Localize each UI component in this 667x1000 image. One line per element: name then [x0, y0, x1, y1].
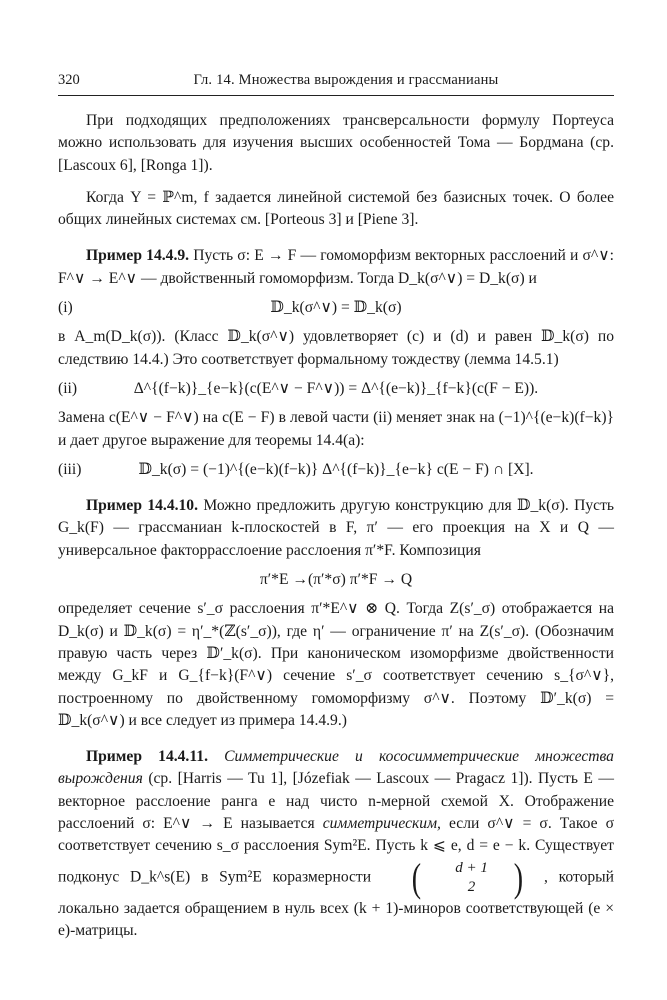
equation-iii: [58, 459, 614, 481]
example-14-4-9: [58, 245, 614, 290]
equation-body: π′*E →(π′*σ) π′*F → Q: [259, 571, 413, 589]
left-paren: (: [411, 854, 422, 900]
example-text-2: если σ^∨ = σ. Такое σ соответствует сечению s_σ расслоения Sym²E. Пусть k ⩽ e, d = e − k. Существует подконус D_k^s(E) в Sym²E коразмерности: [58, 815, 614, 886]
binomial-coefficient: [386, 854, 529, 900]
equation-label: (i): [58, 299, 73, 317]
binom-top: d + 1: [455, 859, 488, 876]
example-text: Пусть σ: E → F — гомоморфизм векторных расслоений и σ^∨: F^∨ → E^∨ — двойственный гомоморфизм. Тогда D_k(σ^∨) = D_k(σ) и: [58, 247, 614, 287]
example-label: Пример 14.4.11.: [86, 748, 208, 766]
paragraph-linear-systems: Когда Y = ℙ^m, f задается линейной системой без базисных точек. О более общих линейных системах см. [Porteous 3] и [Piene 3].: [58, 188, 614, 229]
page-number: 320: [58, 72, 80, 88]
paragraph-after-ii: Замена c(E^∨ − F^∨) на c(E − F) в левой части (ii) меняет знак на (−1)^{(e−k)(f−k)} и дает другое выражение для теоремы 14.4(a):: [58, 409, 614, 449]
equation-label: (iii): [58, 460, 82, 478]
example-text: Можно предложить другую конструкцию для 𝔻_k(σ). Пусть G_k(F) — грассманиан k-плоскостей в F, π′ — его проекция на X и Q — универсальное факторрасслоение расслоения π′*F. Композиция: [58, 497, 615, 559]
equation-body: Δ^{(f−k)}_{e−k}(c(E^∨ − F^∨)) = Δ^{(e−k)}_{f−k}(c(F − E)).: [133, 379, 539, 397]
equation-body: 𝔻_k(σ) = (−1)^{(e−k)(f−k)} Δ^{(f−k)}_{e−k} c(E − F) ∩ [X].: [138, 460, 534, 478]
paragraph-after-composition: определяет сечение s′_σ расслоения π′*E^∨ ⊗ Q. Тогда Z(s′_σ) отображается на D_k(σ) и 𝔻_k(σ) = η′_*(ℤ(s′_σ)), где η′ — ограничение π′ на Z(s′_σ). (Обозначим правую часть через 𝔻′_k(σ). При каноническом изоморфизме двойственности между G_kF и G_{f−k}(F^∨) сечение s′_σ соответствует сечению s_{σ^∨}, построенному по двойственному гомоморфизму σ^∨. Поэтому 𝔻′_k(σ) = 𝔻_k(σ^∨) и все следует из примера 14.4.9.): [58, 600, 614, 729]
equation-composition: [58, 569, 614, 591]
right-paren: ): [513, 854, 523, 900]
equation-i: [58, 297, 614, 319]
example-text-3: , который локально задается обращением в нуль всех (k + 1)-миноров соответствующей (e × e)-матрицы.: [58, 868, 615, 939]
running-title: Гл. 14. Множества вырождения и грассманианы: [193, 72, 499, 88]
running-header: [58, 72, 614, 96]
example-text: (ср. [Harris — Tu 1], [Józefiak — Lascoux — Pragacz 1]). Пусть E — векторное расслоение ранга e над чисто n-мерной схемой X. Отображение расслоений σ: E^∨ → E называется: [58, 770, 614, 833]
example-label: Пример 14.4.9.: [86, 247, 190, 265]
binom-bottom: 2: [467, 878, 476, 895]
example-14-4-11: [58, 746, 614, 942]
term-symmetric: симметрическим,: [322, 815, 441, 833]
example-14-4-10: [58, 495, 614, 562]
equation-ii: [58, 378, 614, 400]
paragraph-porteous: При подходящих предположениях трансверсальности формулу Портеуса можно использовать для изучения высших особенностей Тома — Бордмана (ср. [Lascoux 6], [Ronga 1]).: [58, 112, 614, 174]
book-page: [58, 72, 614, 942]
paragraph-after-i: в A_m(D_k(σ)). (Класс 𝔻_k(σ^∨) удовлетворяет (c) и (d) и равен 𝔻_k(σ) по следствию 14.4.) Это соответствует формальному тождеству (лемма 14.5.1): [58, 328, 614, 368]
equation-label: (ii): [58, 379, 78, 397]
equation-body: 𝔻_k(σ^∨) = 𝔻_k(σ): [270, 299, 402, 317]
example-label: Пример 14.4.10.: [86, 497, 199, 515]
example-title: Симметрические и кососимметрические множества вырождения: [58, 748, 614, 788]
